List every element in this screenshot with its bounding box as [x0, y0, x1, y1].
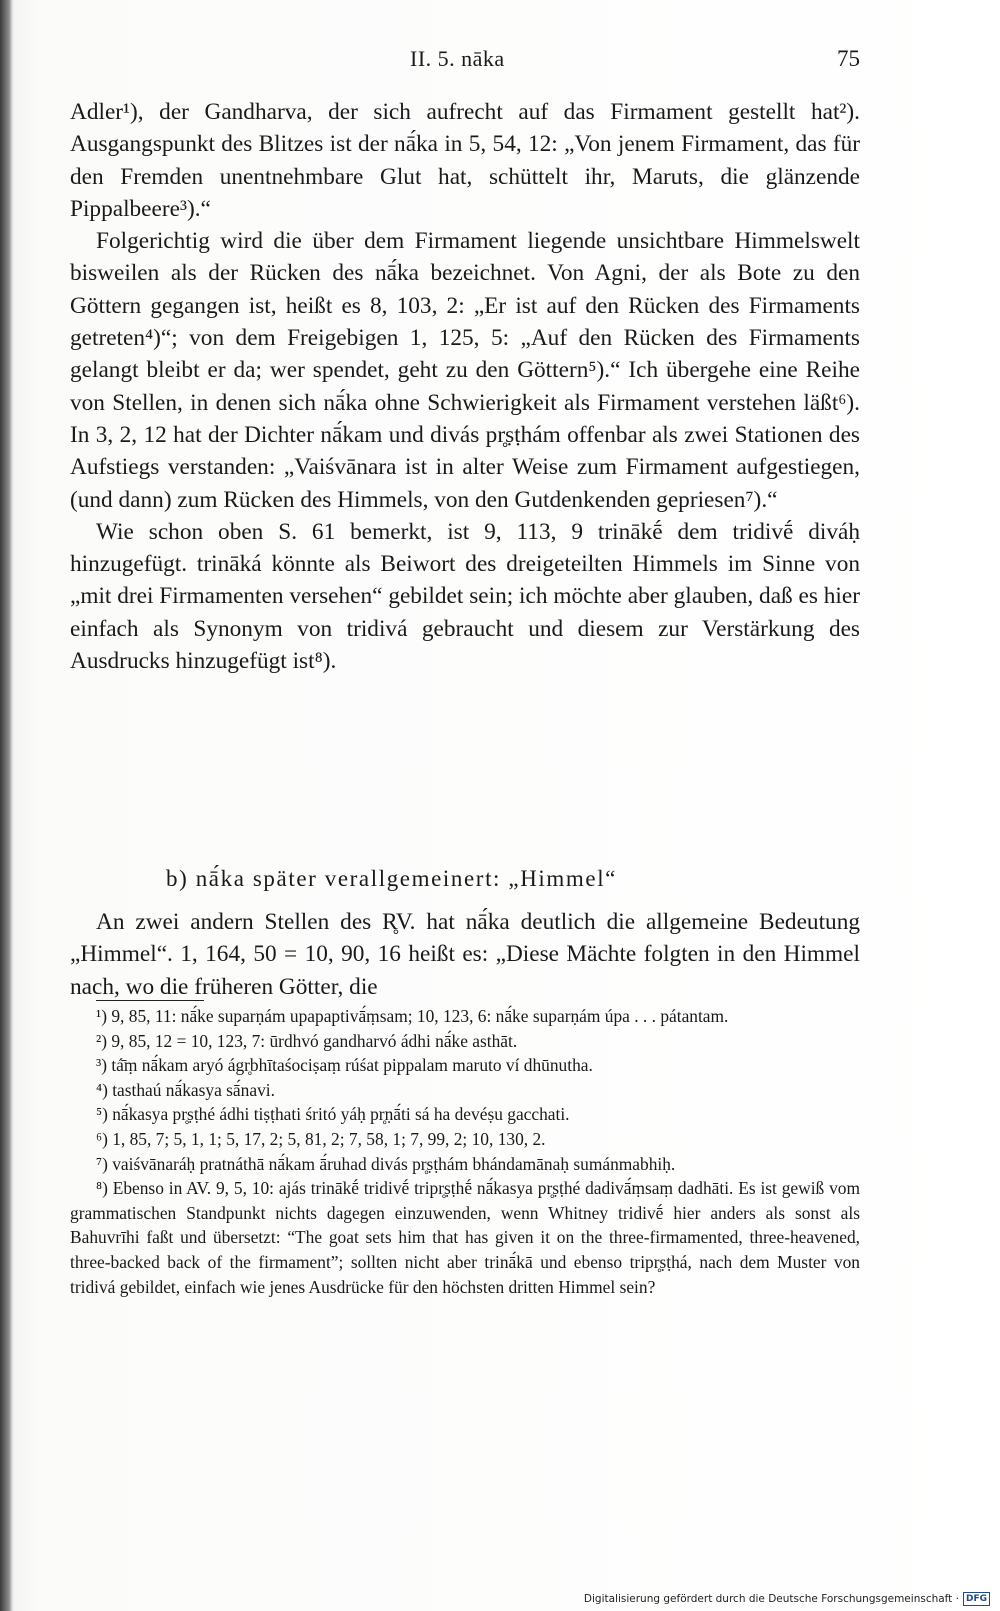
- footnote: ⁶) 1, 85, 7; 5, 1, 1; 5, 17, 2; 5, 81, 2; 7, 58, 1; 7, 99, 2; 10, 130, 2.: [96, 1128, 546, 1149]
- running-head: [70, 44, 860, 74]
- footnotes: [70, 1004, 860, 1299]
- page-number: 75: [837, 46, 860, 71]
- binding-shadow: [0, 0, 12, 1611]
- footnote: ¹) 9, 85, 11: nā́ke suparṇám upapaptivā́ṃsam; 10, 123, 6: nā́ke suparṇám úpa . . . pátantam.: [96, 1006, 729, 1026]
- digitization-credit: [584, 1591, 990, 1607]
- paragraph-4: An zwei andern Stellen des R̥V. hat nā́ka deutlich die allgemeine Bedeutung „Himmel“. 1, 164, 50 = 10, 90, 16 heißt es: „Diese Mächte folgten in den Himmel nach, wo die früheren Götter, die: [70, 909, 860, 1000]
- footnote: ⁵) nā́kasya pr̥ṣṭhé ádhi tiṣṭhati śritó yáḥ pr̥ṇā́ti sá ha devéṣu gacchati.: [96, 1104, 570, 1125]
- section-heading: b) nā́ka später verallgemeinert: „Himmel“: [166, 866, 617, 891]
- paragraph-2: Folgerichtig wird die über dem Firmament liegende unsichtbare Himmelswelt bisweilen als der Rücken des nā́ka bezeichnet. Von Agni, der als Bote zu den Göttern gegangen ist, heißt es 8, 103, 2: „Er ist auf den Rücken des Firmaments getreten⁴)“; von dem Freigebigen 1, 125, 5: „Auf den Rücken des Firmaments gelangt bleibt er da; wer spendet, geht zu den Göttern⁵).“ Ich übergehe eine Reihe von Stellen, in denen sich nā́ka ohne Schwierigkeit als Firmament verstehen läßt⁶). In 3, 2, 12 hat der Dichter nā́kam und divás pr̥ṣṭhám offenbar als zwei Stationen des Aufstiegs verstanden: „Vaiśvānara ist in alter Weise zum Firmament aufgestiegen, (und dann) zum Rücken des Himmels, von den Gutdenkenden gepriesen⁷).“: [70, 228, 860, 513]
- paragraph-3: Wie schon oben S. 61 bemerkt, ist 9, 113, 9 trinākḗ dem tridivḗ diváḥ hinzugefügt. trināká könnte als Beiwort des dreigeteilten Himmels im Sinne von „mit drei Firmamenten versehen“ gebildet sein; ich möchte aber glauben, daß es hier einfach als Synonym von tridivá gebraucht und diesem zur Verstärkung des Ausdrucks hinzugefügt ist⁸).: [70, 518, 860, 675]
- dfg-logo: DFG: [963, 1592, 990, 1606]
- footnote-divider: [96, 1000, 204, 1001]
- main-text-continued: [70, 906, 860, 1003]
- main-text: [70, 96, 860, 677]
- footnote: ⁸) Ebenso in AV. 9, 5, 10: ajás trinākḗ tridivḗ tripr̥ṣṭhḗ nā́kasya pr̥ṣṭhé dadivā́ṃsaṃ dadhāti. Es ist gewiß vom grammatischen Standpunkt nichts dagegen einzuwenden, wenn Whitney tridivḗ hier anders als sonst als Bahuvrīhi faßt und übersetzt: “The goat sets him that has given it on the three-firmamented, three-heavened, three-backed back of the firmament”; sollten nicht aber trinā́kā und ebenso tripr̥ṣṭhá, nach dem Muster von tridivá gebildet, einfach wie jenes Ausdrücke für den höchsten dritten Himmel sein?: [70, 1178, 860, 1297]
- footnote: ⁷) vaiśvānaráḥ pratnáthā nā́kam ā́ruhad divás pr̥ṣṭhám bhándamānaḥ sumánmabhiḥ.: [96, 1153, 676, 1174]
- footnote: ²) 9, 85, 12 = 10, 123, 7: ūrdhvó gandharvó ádhi nā́ke asthāt.: [96, 1030, 518, 1051]
- credit-text: Digitalisierung gefördert durch die Deutsche Forschungsgemeinschaft ·: [583, 1593, 959, 1605]
- footnote: ³) tá̄ṃ nā́kam aryó ágr̥bhītaśociṣaṃ rúśat pippalam maruto ví dhūnutha.: [96, 1055, 593, 1076]
- footnote: ⁴) tasthaú nā́kasya sā́navi.: [96, 1079, 275, 1100]
- paragraph-1: Adler¹), der Gandharva, der sich aufrecht auf das Firmament gestellt hat²). Ausgangspunkt des Blitzes ist der nā́ka in 5, 54, 12: „Von jenem Firmament, das für den Fremden unentnehmbare Glut hat, schüttelt ihr, Maruts, die glänzende Pippalbeere³).“: [70, 99, 860, 222]
- running-head-title: II. 5. nāka: [410, 46, 505, 71]
